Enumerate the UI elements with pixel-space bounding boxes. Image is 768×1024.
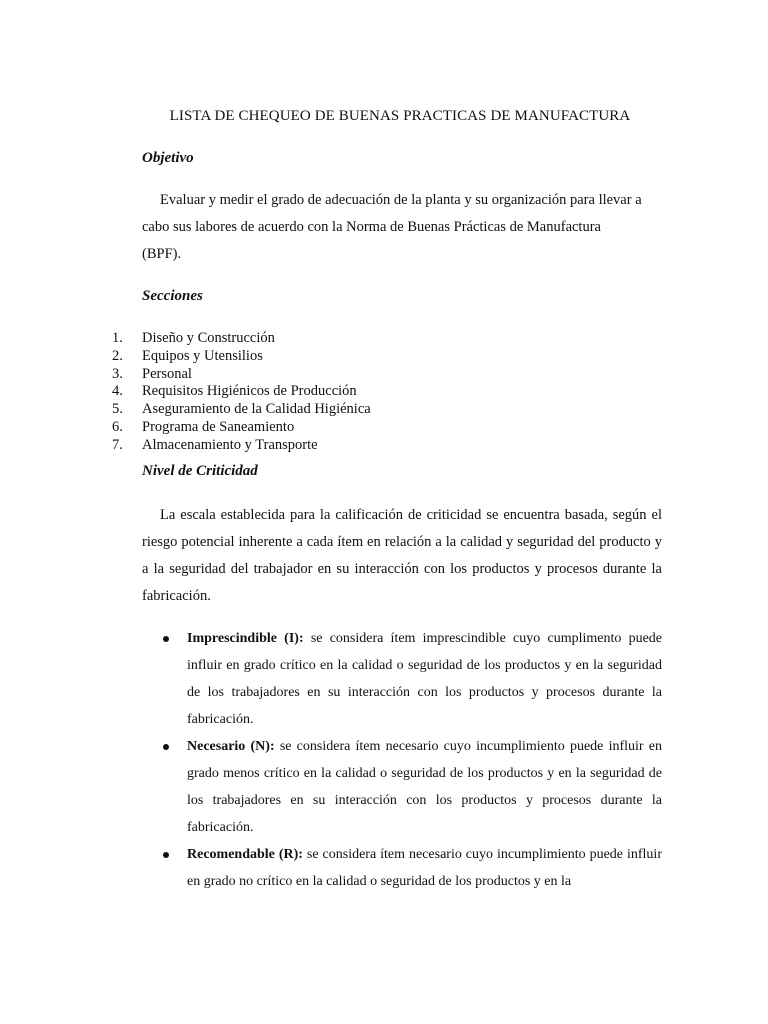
level-term: Recomendable (R): — [187, 847, 303, 862]
list-item — [160, 733, 662, 841]
list-item: 2. Equipos y Utensilios — [112, 347, 263, 364]
bullet-icon — [163, 636, 169, 642]
list-item: 5. Aseguramiento de la Calidad Higiénica — [112, 401, 371, 418]
objective-line: cabo sus labores de acuerdo con la Norma de Buenas Prácticas de Manufactura — [142, 219, 601, 235]
criticality-paragraph: La escala establecida para la calificación de criticidad se encuentra basada, según el riesgo potencial inherente a cada ítem en relación a la calidad y seguridad del producto y a la seguridad del trabajador en su interacción con los productos y procesos durante la fabricación. — [142, 507, 662, 604]
criticality-heading: Nivel de Criticidad — [142, 463, 258, 479]
level-description: se considera ítem necesario cuyo incumplimiento puede influir en grado menos crítico en la calidad o seguridad de los productos y en la seguridad de los trabajadores en su interacción con los productos y procesos durante la fabricación. — [187, 739, 662, 835]
level-term: Imprescindible (I): — [187, 631, 304, 646]
objective-heading: Objetivo — [142, 150, 194, 166]
objective-line: Evaluar y medir el grado de adecuación de la planta y su organización para llevar a — [160, 192, 642, 208]
level-term: Necesario (N): — [187, 739, 275, 754]
level-description: se considera ítem necesario cuyo incumplimiento puede influir en grado no crítico en la calidad o seguridad de los productos y en la — [187, 847, 662, 889]
objective-paragraph — [142, 187, 662, 268]
sections-list — [112, 330, 371, 455]
list-item: 6. Programa de Saneamiento — [112, 418, 295, 435]
list-item: 4. Requisitos Higiénicos de Producción — [112, 383, 357, 400]
document-title: LISTA DE CHEQUEO DE BUENAS PRACTICAS DE MANUFACTURA — [169, 108, 631, 124]
objective-line: (BPF). — [142, 246, 182, 262]
bullet-icon — [163, 852, 169, 858]
list-item — [160, 841, 662, 895]
list-item: 7. Almacenamiento y Transporte — [112, 436, 318, 453]
bullet-icon — [163, 744, 169, 750]
list-item — [160, 625, 662, 733]
list-item: 1. Diseño y Construcción — [112, 330, 275, 346]
sections-heading: Secciones — [142, 288, 203, 304]
criticality-levels-list — [160, 625, 662, 895]
list-item: 3. Personal — [112, 365, 192, 382]
level-description: se considera ítem imprescindible cuyo cumplimento puede influir en grado crítico en la calidad o seguridad de los productos y en la seguridad de los trabajadores en su interacción con los productos y procesos durante la fabricación. — [187, 631, 662, 727]
